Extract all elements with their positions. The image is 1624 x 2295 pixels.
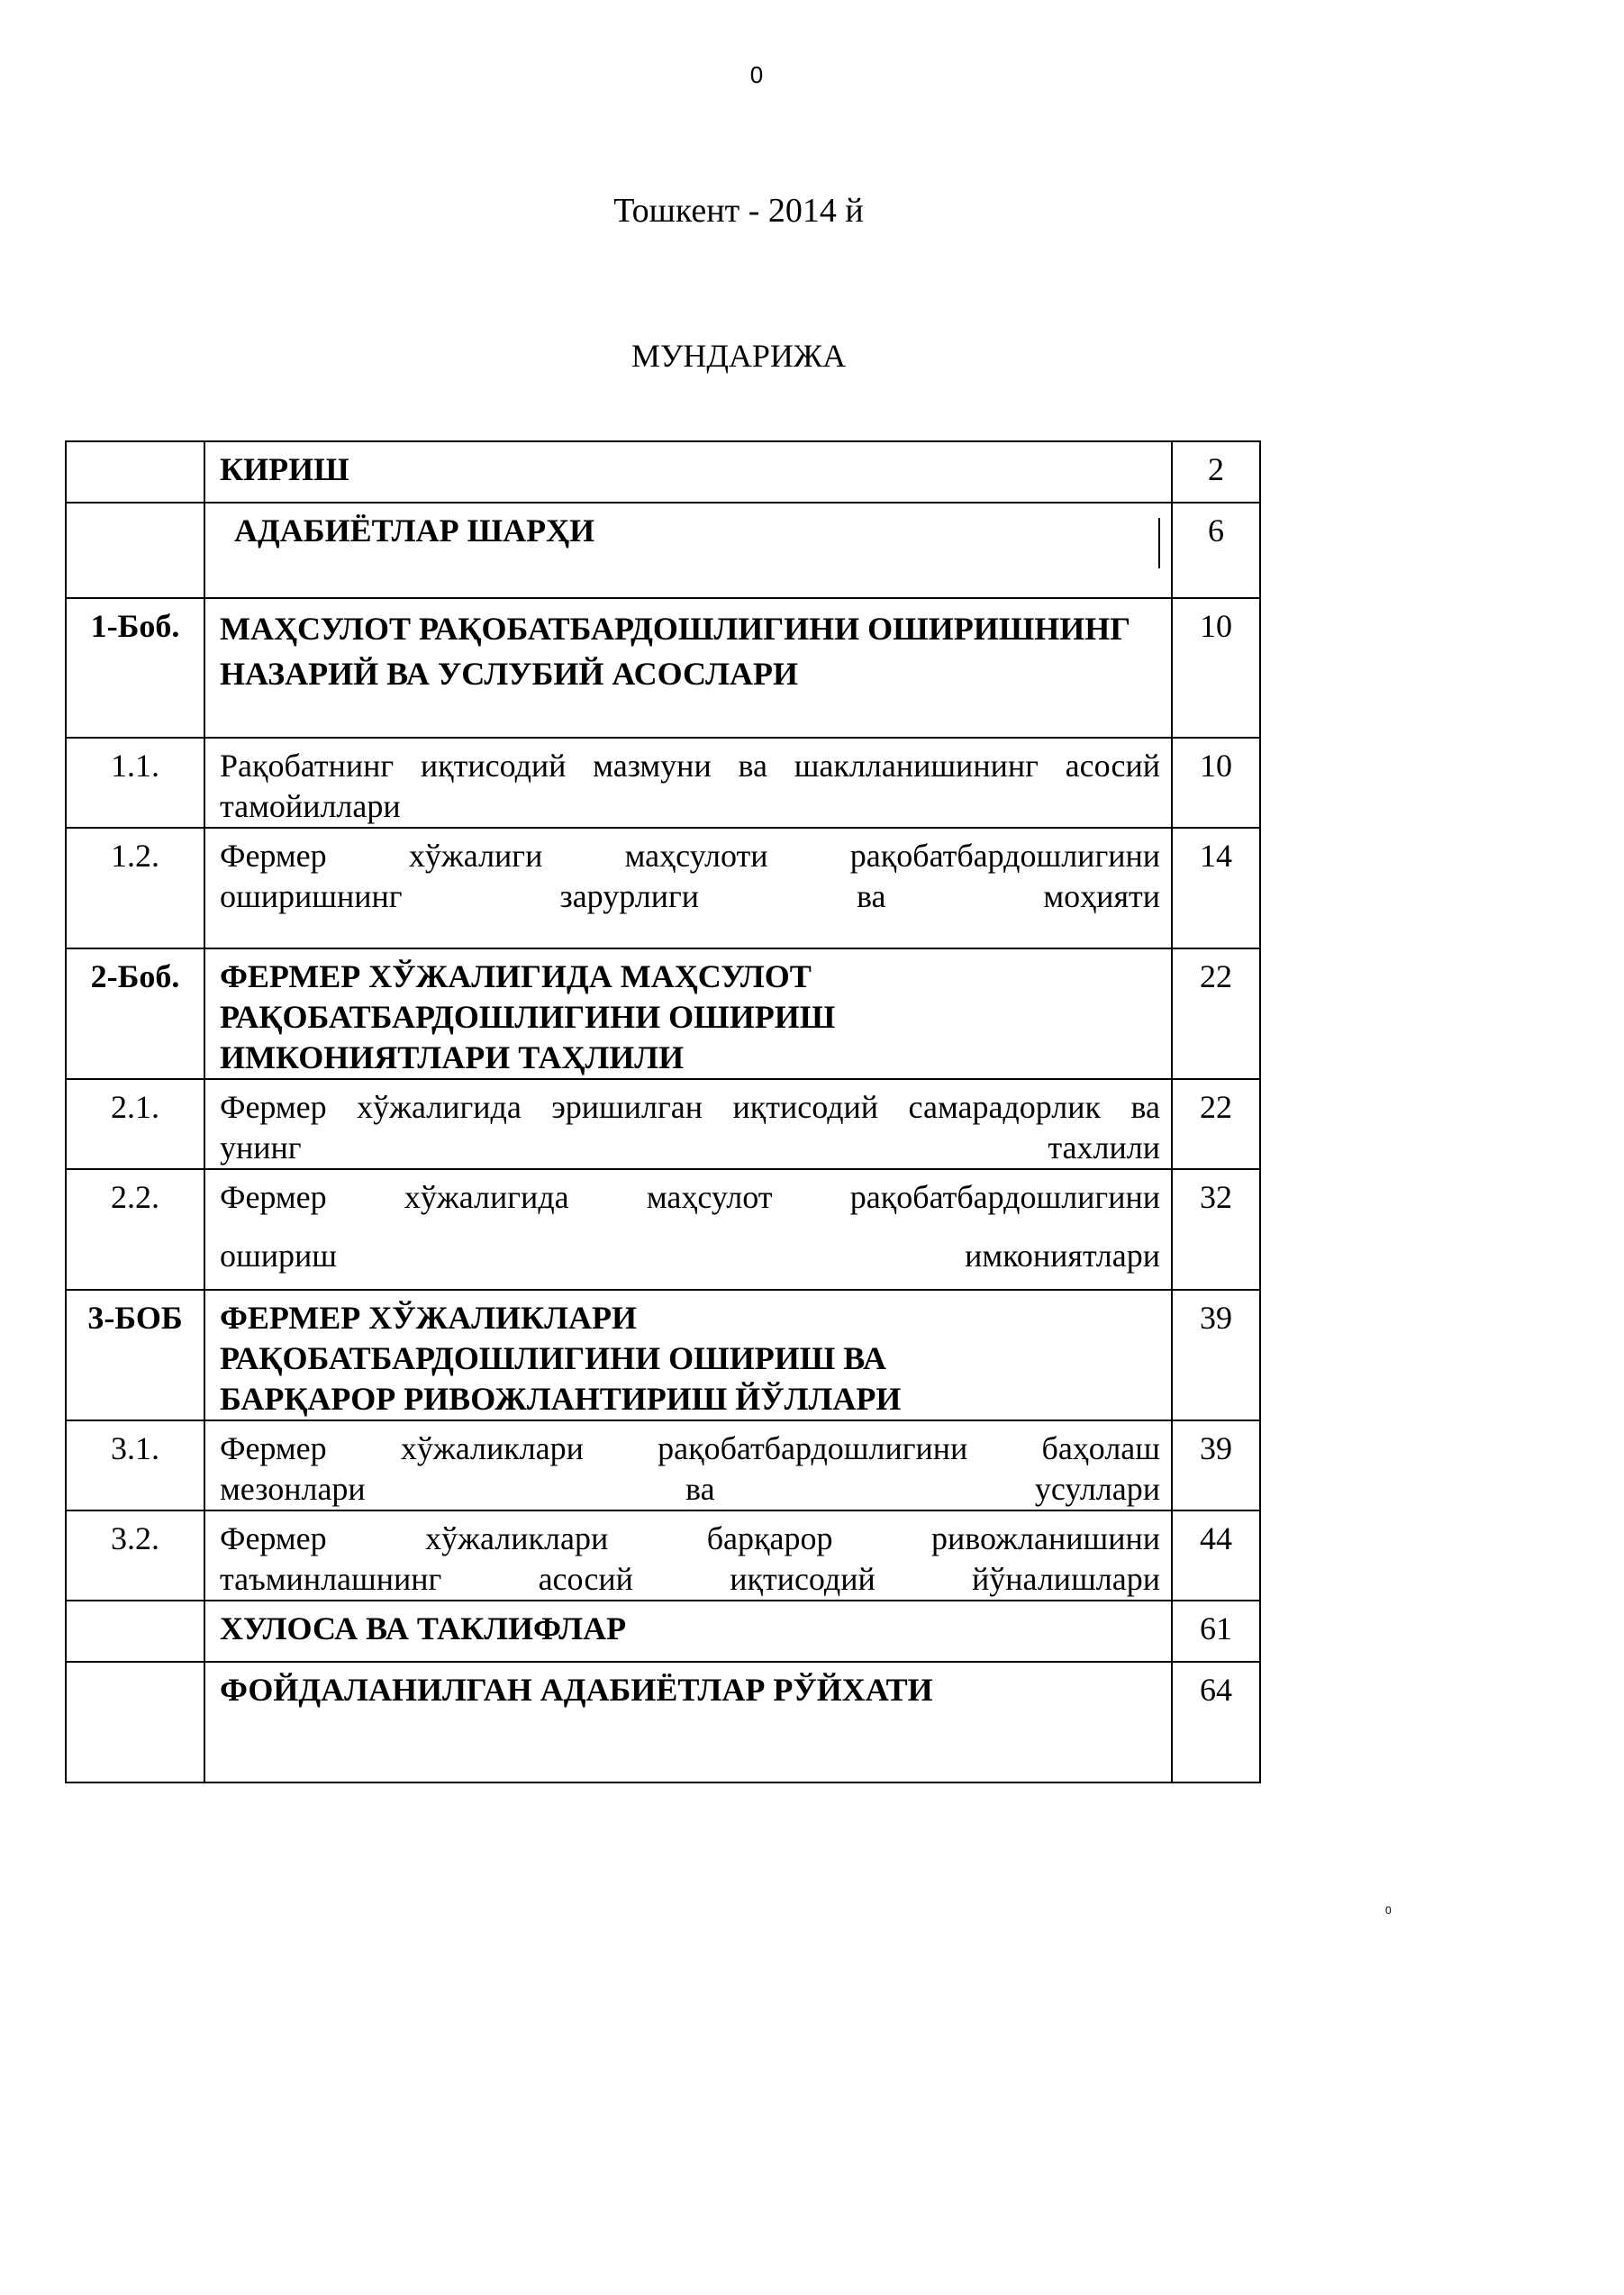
toc-row-page: 44 xyxy=(1172,1510,1260,1601)
toc-row xyxy=(66,738,1260,828)
toc-row xyxy=(66,503,1260,598)
toc-row-number: 1.1. xyxy=(66,738,204,828)
contents-title: МУНДАРИЖА xyxy=(631,338,847,374)
toc-row xyxy=(66,1510,1260,1601)
toc-row xyxy=(66,598,1260,738)
toc-row-title-line1: Фермер хўжалиги маҳсулоти рақобатбардошлигини xyxy=(220,838,1160,874)
toc-row-page: 32 xyxy=(1172,1169,1260,1290)
toc-row-title-line2: унинг тахлили xyxy=(220,1129,1160,1166)
toc-row-title: ФОЙДАЛАНИЛГАН АДАБИЁТЛАР РЎЙХАТИ xyxy=(204,1662,1172,1782)
toc-row-title: ФЕРМЕР ХЎЖАЛИГИДА МАҲСУЛОТ РАҚОБАТБАРДОШЛИГИНИ ОШИРИШ ИМКОНИЯТЛАРИ ТАҲЛИЛИ xyxy=(204,948,1172,1079)
toc-row-page: 39 xyxy=(1172,1290,1260,1420)
toc-row-page: 14 xyxy=(1172,828,1260,948)
toc-row-title-line1: Фермер хўжаликлари барқарор ривожланишини xyxy=(220,1520,1160,1556)
toc-row-number xyxy=(66,1662,204,1782)
small-page-mark: 0 xyxy=(1385,1904,1392,1917)
toc-row-page: 10 xyxy=(1172,738,1260,828)
toc-row-title xyxy=(204,1079,1172,1169)
toc-row-title xyxy=(204,738,1172,828)
toc-row-number: 1-Боб. xyxy=(66,598,204,738)
toc-row-title-line2: таъминлашнинг асосий иқтисодий йўналишлари xyxy=(220,1561,1160,1597)
toc-row-title-line1: Фермер хўжаликлари рақобатбардошлигини баҳолаш xyxy=(220,1430,1160,1466)
toc-row-page: 6 xyxy=(1172,503,1260,598)
toc-row-number: 3.1. xyxy=(66,1420,204,1510)
toc-row-title-line2: оширишнинг зарурлиги ва моҳияти xyxy=(220,878,1160,914)
toc-row xyxy=(66,1290,1260,1420)
toc-row-title xyxy=(204,828,1172,948)
toc-row-title-line1: Рақобатнинг иқтисодий мазмуни ва шаклланишининг асосий xyxy=(220,748,1160,784)
toc-row-number: 2.2. xyxy=(66,1169,204,1290)
toc-row-title-line2: тамойиллари xyxy=(220,788,401,824)
toc-row-page: 64 xyxy=(1172,1662,1260,1782)
toc-row-title-line1: Фермер хўжалигида маҳсулот рақобатбардошлигини xyxy=(220,1179,1160,1215)
toc-row-title: ФЕРМЕР ХЎЖАЛИКЛАРИ РАҚОБАТБАРДОШЛИГИНИ ОШИРИШ ВА БАРҚАРОР РИВОЖЛАНТИРИШ ЙЎЛЛАРИ xyxy=(204,1290,1172,1420)
toc-row-number xyxy=(66,503,204,598)
toc-row-number: 2-Боб. xyxy=(66,948,204,1079)
toc-row-page: 22 xyxy=(1172,1079,1260,1169)
toc-row xyxy=(66,1662,1260,1782)
toc-row-title: КИРИШ xyxy=(204,441,1172,503)
toc-row-title-line2: мезонлари ва усуллари xyxy=(220,1471,1160,1507)
city-year-line: Тошкент - 2014 й xyxy=(613,192,864,230)
toc-row xyxy=(66,1169,1260,1290)
toc-row xyxy=(66,1420,1260,1510)
toc-row-number: 1.2. xyxy=(66,828,204,948)
toc-row-page: 39 xyxy=(1172,1420,1260,1510)
toc-row-title xyxy=(204,1510,1172,1601)
toc-row-title xyxy=(204,1420,1172,1510)
toc-row-title: ХУЛОСА ВА ТАКЛИФЛАР xyxy=(204,1601,1172,1662)
toc-row-title-line2: ошириш имкониятлари xyxy=(220,1238,1160,1274)
page-number: 0 xyxy=(749,61,764,88)
toc-row-page: 2 xyxy=(1172,441,1260,503)
toc-row xyxy=(66,441,1260,503)
toc-row-number: 3.2. xyxy=(66,1510,204,1601)
toc-row-title xyxy=(204,1169,1172,1290)
toc-row-title xyxy=(204,503,1172,598)
toc-row-page: 61 xyxy=(1172,1601,1260,1662)
toc-row-title-line1: Фермер хўжалигида эришилган иқтисодий самарадорлик ва xyxy=(220,1089,1160,1125)
toc-row-number xyxy=(66,441,204,503)
toc-row-page: 10 xyxy=(1172,598,1260,738)
toc-row-number xyxy=(66,1601,204,1662)
vertical-line-mark xyxy=(1158,518,1160,568)
toc-row xyxy=(66,948,1260,1079)
toc-row-number: 2.1. xyxy=(66,1079,204,1169)
toc-row xyxy=(66,1079,1260,1169)
toc-row-page: 22 xyxy=(1172,948,1260,1079)
toc-row xyxy=(66,1601,1260,1662)
toc-row-number: 3-БОБ xyxy=(66,1290,204,1420)
toc-row xyxy=(66,828,1260,948)
table-of-contents xyxy=(65,440,1261,1783)
toc-row-title-text: АДАБИЁТЛАР ШАРҲИ xyxy=(234,513,595,549)
toc-row-title: МАҲСУЛОТ РАҚОБАТБАРДОШЛИГИНИ ОШИРИШНИНГ НАЗАРИЙ ВА УСЛУБИЙ АСОСЛАРИ xyxy=(204,598,1172,738)
